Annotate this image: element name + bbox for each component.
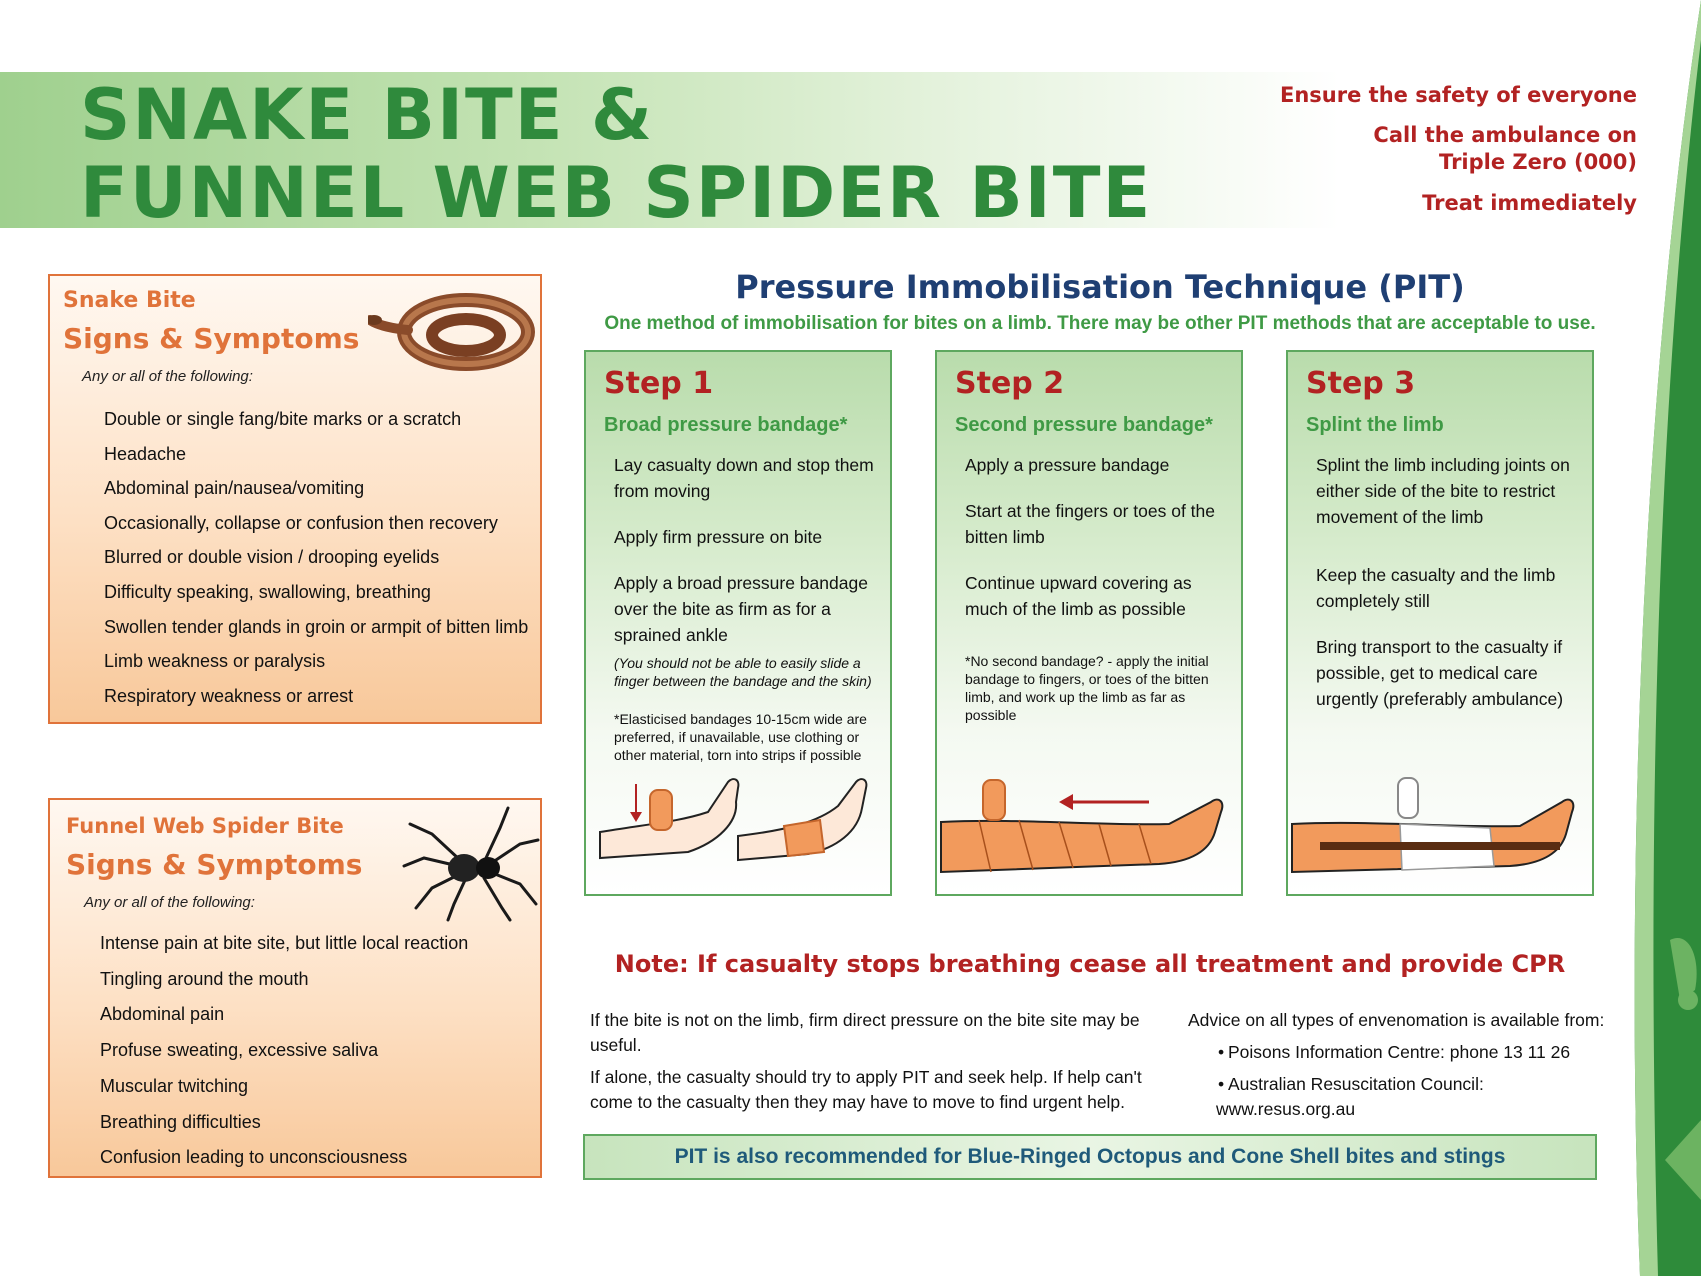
step-1-subtitle: Broad pressure bandage* xyxy=(604,414,848,436)
info-left-line: If alone, the casualty should try to apply PIT and seek help. If help can't come to the casualty then they may have to move to find urgent help. xyxy=(590,1067,1142,1112)
splinted-leg-illustration xyxy=(1290,762,1592,892)
list-item: Abdominal pain/nausea/vomiting xyxy=(104,478,365,499)
list-item: Double or single fang/bite marks or a scratch xyxy=(104,409,462,429)
green-swoosh-decoration xyxy=(1600,0,1701,1276)
safety-text: Ensure the safety of everyone xyxy=(1280,83,1637,107)
step-2-card xyxy=(935,350,1243,896)
advice-poisons: Poisons Information Centre: phone 13 11 26 xyxy=(1228,1042,1571,1062)
step-1-item: Lay casualty down and stop them from moving xyxy=(614,455,874,501)
step-3-subtitle: Splint the limb xyxy=(1306,414,1444,436)
step-2-subtitle: Second pressure bandage* xyxy=(955,414,1213,436)
list-item: Blurred or double vision / drooping eyelids xyxy=(104,547,440,568)
spider-image xyxy=(402,804,542,922)
step-2-item: Apply a pressure bandage xyxy=(965,455,1170,475)
info-left-line: If the bite is not on the limb, firm direct pressure on the bite site may be useful. xyxy=(590,1010,1140,1055)
list-item: Limb weakness or paralysis xyxy=(104,651,326,672)
treat-text: Treat immediately xyxy=(1422,191,1637,215)
bandaged-leg-illustration xyxy=(939,762,1241,892)
spider-intro: Any or all of the following: xyxy=(84,894,255,911)
cpr-note: Note: If casualty stops breathing cease all treatment and provide CPR xyxy=(614,950,1566,978)
step-3-title: Step 3 xyxy=(1306,366,1416,401)
ambulance-text xyxy=(1373,122,1637,176)
step-1-item: Apply firm pressure on bite xyxy=(614,527,823,547)
title-line-2: FUNNEL WEB SPIDER BITE xyxy=(80,152,1153,234)
step-2-title: Step 2 xyxy=(955,366,1065,401)
snake-image xyxy=(368,280,538,376)
list-item: • Australian Resuscitation Council: www.resus.org.au xyxy=(1216,1074,1484,1119)
step-1-footnote: *Elasticised bandages 10-15cm wide are preferred, if unavailable, use clothing or other material, torn into strips if possible xyxy=(614,711,867,763)
snake-symptoms-title: Signs & Symptoms xyxy=(63,322,360,355)
snake-intro: Any or all of the following: xyxy=(82,368,253,385)
list-item: Abdominal pain xyxy=(100,1004,225,1025)
page-title xyxy=(80,76,1180,232)
bandage-foot-illustration xyxy=(588,762,890,892)
ambulance-line-1: Call the ambulance on xyxy=(1373,123,1637,147)
step-2-footnote: *No second bandage? - apply the initial bandage to fingers, or toes of the bitten limb, and work up the limb as far as possible xyxy=(965,653,1209,723)
step-1-item: Apply a broad pressure bandage over the bite as firm as for a sprained ankle xyxy=(614,573,868,645)
step-3-card xyxy=(1286,350,1594,896)
spider-bite-label: Funnel Web Spider Bite xyxy=(66,814,344,838)
list-item: • Poisons Information Centre: phone 13 11 26 xyxy=(1218,1042,1571,1062)
footer-banner: PIT is also recommended for Blue-Ringed Octopus and Cone Shell bites and stings xyxy=(583,1134,1597,1180)
list-item: Profuse sweating, excessive saliva xyxy=(100,1040,379,1061)
advice-resus: Australian Resuscitation Council: www.resus.org.au xyxy=(1216,1074,1484,1119)
list-item: Respiratory weakness or arrest xyxy=(104,685,354,706)
title-line-1: SNAKE BITE & xyxy=(80,74,654,156)
list-item: Difficulty speaking, swallowing, breathing xyxy=(104,581,431,602)
list-item: Tingling around the mouth xyxy=(100,968,309,989)
list-item: Intense pain at bite site, but little local reaction xyxy=(100,933,469,953)
step-3-item: Keep the casualty and the limb completely still xyxy=(1316,565,1556,611)
list-item: Occasionally, collapse or confusion then recovery xyxy=(104,512,498,533)
step-2-item: Continue upward covering as much of the limb as possible xyxy=(965,573,1192,619)
snake-symptoms-box xyxy=(48,274,542,724)
snake-bite-label: Snake Bite xyxy=(63,288,196,313)
list-item: Breathing difficulties xyxy=(100,1111,261,1132)
ambulance-line-2: Triple Zero (000) xyxy=(1439,150,1637,174)
list-item: Swollen tender glands in groin or armpit of bitten limb xyxy=(104,616,529,637)
spider-symptoms-box xyxy=(48,798,542,1178)
step-1-italic-note: (You should not be able to easily slide a finger between the bandage and the skin) xyxy=(614,655,872,689)
list-item: Muscular twitching xyxy=(100,1075,249,1096)
step-3-item: Bring transport to the casualty if possible, get to medical care urgently (preferably ambulance) xyxy=(1316,637,1564,709)
list-item: Confusion leading to unconsciousness xyxy=(100,1147,408,1168)
snake-symptom-list xyxy=(104,402,528,713)
spider-symptom-list xyxy=(100,926,468,1176)
pit-title: Pressure Immobilisation Technique (PIT) xyxy=(735,268,1465,306)
step-3-item: Splint the limb including joints on either side of the bite to restrict movement of the limb xyxy=(1316,455,1570,527)
step-1-card xyxy=(584,350,892,896)
info-right xyxy=(1188,1008,1608,1122)
step-1-title: Step 1 xyxy=(604,366,714,401)
pit-subtitle: One method of immobilisation for bites on a limb. There may be other PIT methods that are acceptable to use. xyxy=(604,313,1596,334)
step-2-item: Start at the fingers or toes of the bitten limb xyxy=(965,501,1215,547)
info-left xyxy=(590,1008,1150,1115)
advice-heading: Advice on all types of envenomation is available from: xyxy=(1188,1010,1605,1030)
list-item: Headache xyxy=(104,443,187,464)
spider-symptoms-title: Signs & Symptoms xyxy=(66,848,363,881)
